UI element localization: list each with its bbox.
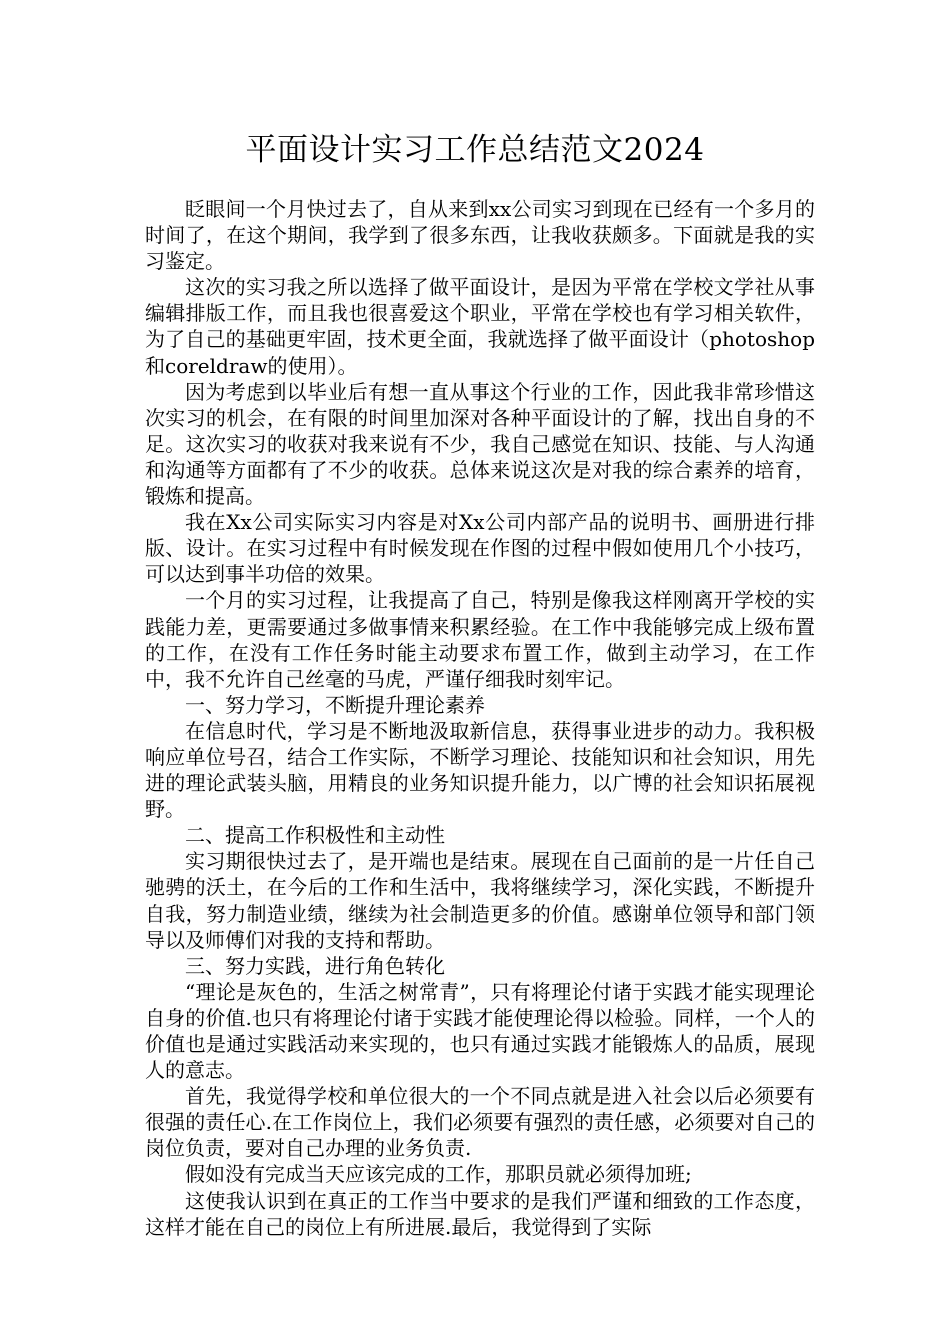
document-title: 平面设计实习工作总结范文2024	[245, 132, 705, 168]
paragraph: 一个月的实习过程，让我提高了自己，特别是像我这样刚离开学校的实践能力差，更需要通过多做事情来积累经验。在工作中我能够完成上级布置的工作，在没有工作任务时能主动要求布置工作，做到主动学习，在工作中，我不允许自己丝毫的马虎，严谨仔细我时刻牢记。	[145, 588, 815, 691]
paragraph: 实习期很快过去了，是开端也是结束。展现在自己面前的是一片任自己驰骋的沃土，在今后的工作和生活中，我将继续学习，深化实践，不断提升自我，努力制造业绩，继续为社会制造更多的价值。感谢单位领导和部门领导以及师傅们对我的支持和帮助。	[145, 849, 815, 952]
section-heading: 二、提高工作积极性和主动性	[185, 823, 445, 848]
document-body	[145, 196, 815, 1240]
paragraph: 因为考虑到以毕业后有想一直从事这个行业的工作，因此我非常珍惜这次实习的机会，在有限的时间里加深对各种平面设计的了解，找出自身的不足。这次实习的收获对我来说有不少，我自己感觉在知识、技能、与人沟通和沟通等方面都有了不少的收获。总体来说这次是对我的综合素养的培育，锻炼和提高。	[145, 379, 815, 509]
paragraph: 在信息时代，学习是不断地汲取新信息，获得事业进步的动力。我积极响应单位号召，结合工作实际，不断学习理论、技能知识和社会知识，用先进的理论武装头脑，用精良的业务知识提升能力，以广博的社会知识拓展视野。	[145, 718, 815, 822]
paragraph: 这次的实习我之所以选择了做平面设计，是因为平常在学校文学社从事编辑排版工作，而且我也很喜爱这个职业，平常在学校也有学习相关软件，为了自己的基础更牢固，技术更全面，我就选择了做平面设计（photoshop和coreldraw的使用）。	[145, 275, 815, 378]
paragraph: “理论是灰色的，生活之树常青”，只有将理论付诸于实践才能实现理论自身的价值.也只有将理论付诸于实践才能使理论得以检验。同样，一个人的价值也是通过实践活动来实现的，也只有通过实践才能锻炼人的品质，展现人的意志。	[145, 979, 815, 1083]
paragraph: 我在Xx公司实际实习内容是对Xx公司内部产品的说明书、画册进行排版、设计。在实习过程中有时候发现在作图的过程中假如使用几个小技巧，可以达到事半功倍的效果。	[145, 510, 815, 587]
section-heading: 一、努力学习，不断提升理论素养	[185, 692, 485, 717]
paragraph: 眨眼间一个月快过去了，自从来到xx公司实习到现在已经有一个多月的时间了，在这个期间，我学到了很多东西，让我收获颇多。下面就是我的实习鉴定。	[145, 197, 815, 274]
paragraph: 这使我认识到在真正的工作当中要求的是我们严谨和细致的工作态度，这样才能在自己的岗位上有所进展.最后，我觉得到了实际	[145, 1188, 815, 1239]
section-heading: 三、努力实践，进行角色转化	[185, 953, 445, 978]
paragraph: 首先，我觉得学校和单位很大的一个不同点就是进入社会以后必须要有很强的责任心.在工作岗位上，我们必须要有强烈的责任感，必须要对自己的岗位负责，要对自己办理的业务负责.	[145, 1084, 815, 1161]
paragraph: 假如没有完成当天应该完成的工作，那职员就必须得加班;	[185, 1162, 692, 1187]
